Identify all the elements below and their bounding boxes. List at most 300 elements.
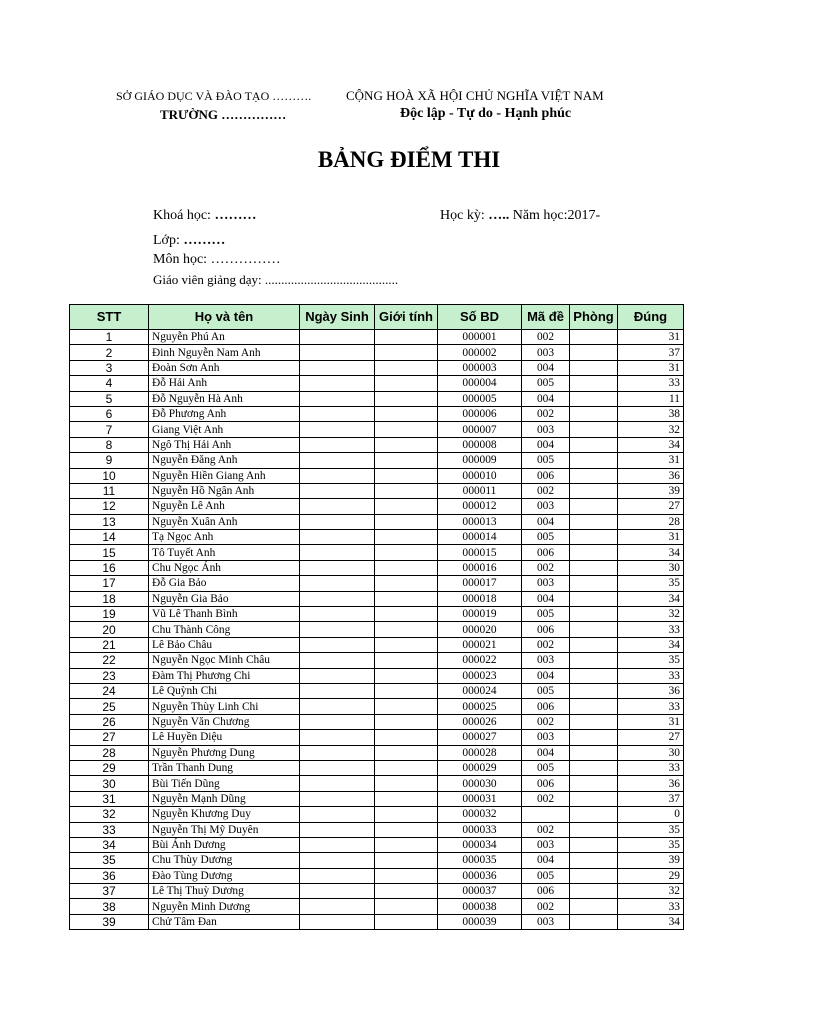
cell-gender: [375, 683, 438, 698]
cell-birthdate: [300, 653, 375, 668]
cell-stt: 32: [70, 807, 149, 822]
cell-exam-number: 000016: [438, 560, 522, 575]
cell-birthdate: [300, 607, 375, 622]
cell-birthdate: [300, 468, 375, 483]
cell-correct: 36: [618, 683, 684, 698]
cell-test-code: 003: [522, 576, 570, 591]
subject-value: ……………: [210, 252, 281, 267]
cell-exam-number: 000030: [438, 776, 522, 791]
cell-name: Lê Huyền Diệu: [149, 730, 300, 745]
cell-birthdate: [300, 714, 375, 729]
cell-stt: 24: [70, 683, 149, 698]
cell-test-code: 006: [522, 468, 570, 483]
cell-gender: [375, 760, 438, 775]
cell-correct: 34: [618, 637, 684, 652]
cell-stt: 7: [70, 422, 149, 437]
cell-exam-number: 000036: [438, 868, 522, 883]
cell-stt: 34: [70, 837, 149, 852]
class-label: Lớp:: [153, 233, 180, 248]
cell-birthdate: [300, 837, 375, 852]
cell-exam-number: 000028: [438, 745, 522, 760]
cell-exam-number: 000009: [438, 453, 522, 468]
cell-room: [570, 514, 618, 529]
cell-exam-number: 000001: [438, 330, 522, 345]
cell-birthdate: [300, 345, 375, 360]
cell-room: [570, 406, 618, 421]
cell-correct: 37: [618, 791, 684, 806]
cell-birthdate: [300, 483, 375, 498]
cell-room: [570, 422, 618, 437]
course-field: [153, 208, 256, 224]
cell-birthdate: [300, 530, 375, 545]
class-field: [153, 233, 225, 249]
department-name: SỞ GIÁO DỤC VÀ ĐÀO TẠO ……….: [116, 89, 312, 103]
cell-exam-number: 000004: [438, 376, 522, 391]
cell-birthdate: [300, 853, 375, 868]
school-year-label: Năm học:: [512, 208, 568, 223]
cell-gender: [375, 822, 438, 837]
cell-name: Nguyễn Xuân Anh: [149, 514, 300, 529]
cell-stt: 35: [70, 853, 149, 868]
cell-gender: [375, 483, 438, 498]
cell-test-code: 002: [522, 406, 570, 421]
cell-correct: 35: [618, 576, 684, 591]
cell-gender: [375, 899, 438, 914]
cell-name: Lê Quỳnh Chi: [149, 683, 300, 698]
cell-name: Nguyễn Hồ Ngân Anh: [149, 483, 300, 498]
cell-gender: [375, 868, 438, 883]
cell-stt: 30: [70, 776, 149, 791]
cell-stt: 13: [70, 514, 149, 529]
cell-exam-number: 000011: [438, 483, 522, 498]
cell-room: [570, 637, 618, 652]
cell-name: Nguyễn Mạnh Dũng: [149, 791, 300, 806]
cell-room: [570, 545, 618, 560]
cell-correct: 30: [618, 560, 684, 575]
cell-correct: 33: [618, 760, 684, 775]
cell-room: [570, 453, 618, 468]
cell-test-code: 004: [522, 745, 570, 760]
table-row: [70, 791, 684, 806]
cell-correct: 34: [618, 437, 684, 452]
column-header-exam-number: Số BD: [438, 305, 522, 330]
cell-gender: [375, 637, 438, 652]
column-header-birthdate: Ngày Sinh: [300, 305, 375, 330]
cell-test-code: 004: [522, 360, 570, 375]
cell-exam-number: 000002: [438, 345, 522, 360]
cell-gender: [375, 530, 438, 545]
table-row: [70, 837, 684, 852]
table-row: [70, 499, 684, 514]
table-row: [70, 914, 684, 929]
cell-exam-number: 000027: [438, 730, 522, 745]
cell-room: [570, 760, 618, 775]
cell-room: [570, 853, 618, 868]
table-row: [70, 853, 684, 868]
cell-name: Nguyễn Khương Duy: [149, 807, 300, 822]
semester-field: [440, 208, 620, 224]
cell-correct: 32: [618, 607, 684, 622]
table-row: [70, 884, 684, 899]
teacher-field: [153, 272, 398, 288]
cell-correct: 27: [618, 730, 684, 745]
cell-correct: 33: [618, 699, 684, 714]
cell-correct: 34: [618, 914, 684, 929]
cell-room: [570, 837, 618, 852]
cell-gender: [375, 330, 438, 345]
cell-exam-number: 000020: [438, 622, 522, 637]
cell-birthdate: [300, 776, 375, 791]
subject-field: [153, 252, 281, 268]
cell-name: Đỗ Phương Anh: [149, 406, 300, 421]
table-row: [70, 868, 684, 883]
course-label: Khoá học:: [153, 208, 211, 223]
cell-gender: [375, 776, 438, 791]
cell-name: Nguyễn Phú An: [149, 330, 300, 345]
cell-exam-number: 000035: [438, 853, 522, 868]
cell-room: [570, 668, 618, 683]
cell-exam-number: 000008: [438, 437, 522, 452]
cell-correct: 35: [618, 653, 684, 668]
cell-exam-number: 000026: [438, 714, 522, 729]
cell-gender: [375, 714, 438, 729]
cell-test-code: 005: [522, 530, 570, 545]
cell-exam-number: 000025: [438, 699, 522, 714]
cell-birthdate: [300, 637, 375, 652]
cell-room: [570, 360, 618, 375]
cell-correct: 36: [618, 468, 684, 483]
table-row: [70, 653, 684, 668]
column-header-name: Họ và tên: [149, 305, 300, 330]
table-row: [70, 330, 684, 345]
cell-room: [570, 468, 618, 483]
cell-room: [570, 622, 618, 637]
cell-correct: 0: [618, 807, 684, 822]
cell-gender: [375, 607, 438, 622]
cell-room: [570, 391, 618, 406]
cell-correct: 34: [618, 591, 684, 606]
column-header-gender: Giới tính: [375, 305, 438, 330]
cell-exam-number: 000034: [438, 837, 522, 852]
cell-name: Đỗ Hải Anh: [149, 376, 300, 391]
cell-correct: 29: [618, 868, 684, 883]
subject-label: Môn học:: [153, 252, 208, 267]
cell-room: [570, 560, 618, 575]
cell-name: Nguyễn Thùy Linh Chi: [149, 699, 300, 714]
cell-gender: [375, 406, 438, 421]
table-row: [70, 668, 684, 683]
cell-test-code: 002: [522, 483, 570, 498]
cell-correct: 36: [618, 776, 684, 791]
table-row: [70, 545, 684, 560]
cell-exam-number: 000032: [438, 807, 522, 822]
cell-stt: 31: [70, 791, 149, 806]
cell-correct: 33: [618, 899, 684, 914]
cell-correct: 31: [618, 530, 684, 545]
table-row: [70, 453, 684, 468]
cell-exam-number: 000039: [438, 914, 522, 929]
cell-correct: 34: [618, 545, 684, 560]
cell-room: [570, 884, 618, 899]
table-row: [70, 345, 684, 360]
cell-exam-number: 000013: [438, 514, 522, 529]
cell-birthdate: [300, 730, 375, 745]
cell-room: [570, 376, 618, 391]
table-header-row: [70, 305, 684, 330]
cell-stt: 21: [70, 637, 149, 652]
cell-gender: [375, 360, 438, 375]
cell-room: [570, 914, 618, 929]
national-motto: Độc lập - Tự do - Hạnh phúc: [400, 106, 572, 121]
cell-stt: 26: [70, 714, 149, 729]
cell-stt: 15: [70, 545, 149, 560]
cell-exam-number: 000015: [438, 545, 522, 560]
cell-test-code: 005: [522, 376, 570, 391]
semester-value: …..: [488, 208, 510, 223]
cell-name: Nguyễn Ngọc Minh Châu: [149, 653, 300, 668]
table-row: [70, 822, 684, 837]
cell-correct: 33: [618, 668, 684, 683]
table-row: [70, 899, 684, 914]
cell-stt: 28: [70, 745, 149, 760]
cell-exam-number: 000021: [438, 637, 522, 652]
cell-exam-number: 000029: [438, 760, 522, 775]
cell-test-code: 004: [522, 591, 570, 606]
cell-stt: 36: [70, 868, 149, 883]
cell-stt: 19: [70, 607, 149, 622]
cell-room: [570, 714, 618, 729]
cell-stt: 14: [70, 530, 149, 545]
table-row: [70, 730, 684, 745]
cell-birthdate: [300, 914, 375, 929]
cell-gender: [375, 884, 438, 899]
school-year-value: 2017-: [567, 208, 601, 223]
cell-stt: 20: [70, 622, 149, 637]
school-name: TRƯỜNG ……………: [160, 107, 287, 122]
cell-birthdate: [300, 406, 375, 421]
cell-stt: 33: [70, 822, 149, 837]
cell-name: Nguyễn Phương Dung: [149, 745, 300, 760]
cell-stt: 16: [70, 560, 149, 575]
table-row: [70, 591, 684, 606]
cell-name: Đỗ Nguyễn Hà Anh: [149, 391, 300, 406]
cell-name: Giang Việt Anh: [149, 422, 300, 437]
table-row: [70, 807, 684, 822]
cell-birthdate: [300, 360, 375, 375]
cell-room: [570, 607, 618, 622]
cell-room: [570, 530, 618, 545]
cell-test-code: 004: [522, 853, 570, 868]
cell-correct: 30: [618, 745, 684, 760]
cell-stt: 18: [70, 591, 149, 606]
cell-test-code: 003: [522, 653, 570, 668]
cell-gender: [375, 437, 438, 452]
cell-test-code: 006: [522, 545, 570, 560]
cell-name: Ngô Thị Hải Anh: [149, 437, 300, 452]
table-row: [70, 483, 684, 498]
cell-room: [570, 345, 618, 360]
cell-exam-number: 000019: [438, 607, 522, 622]
teacher-value: .........................................: [264, 272, 399, 287]
cell-exam-number: 000038: [438, 899, 522, 914]
column-header-correct: Đúng: [618, 305, 684, 330]
cell-test-code: 004: [522, 514, 570, 529]
cell-name: Chử Tâm Đan: [149, 914, 300, 929]
cell-birthdate: [300, 868, 375, 883]
table-row: [70, 514, 684, 529]
cell-stt: 6: [70, 406, 149, 421]
column-header-test-code: Mã đề: [522, 305, 570, 330]
cell-room: [570, 807, 618, 822]
cell-birthdate: [300, 437, 375, 452]
cell-birthdate: [300, 499, 375, 514]
table-row: [70, 607, 684, 622]
cell-correct: 33: [618, 622, 684, 637]
cell-stt: 3: [70, 360, 149, 375]
cell-stt: 29: [70, 760, 149, 775]
table-row: [70, 576, 684, 591]
cell-birthdate: [300, 791, 375, 806]
cell-room: [570, 745, 618, 760]
cell-name: Nguyễn Thị Mỹ Duyên: [149, 822, 300, 837]
cell-exam-number: 000003: [438, 360, 522, 375]
cell-test-code: 002: [522, 791, 570, 806]
cell-stt: 37: [70, 884, 149, 899]
cell-name: Tô Tuyết Anh: [149, 545, 300, 560]
cell-correct: 35: [618, 822, 684, 837]
cell-birthdate: [300, 622, 375, 637]
cell-birthdate: [300, 760, 375, 775]
cell-name: Chu Thùy Dương: [149, 853, 300, 868]
cell-correct: 31: [618, 330, 684, 345]
cell-test-code: 006: [522, 699, 570, 714]
cell-correct: 32: [618, 884, 684, 899]
semester-label: Học kỳ:: [440, 208, 485, 223]
cell-correct: 11: [618, 391, 684, 406]
cell-correct: 35: [618, 837, 684, 852]
cell-correct: 31: [618, 360, 684, 375]
cell-birthdate: [300, 745, 375, 760]
cell-name: Tạ Ngọc Anh: [149, 530, 300, 545]
cell-test-code: 005: [522, 453, 570, 468]
table-row: [70, 376, 684, 391]
cell-room: [570, 730, 618, 745]
cell-room: [570, 330, 618, 345]
cell-test-code: 002: [522, 637, 570, 652]
cell-gender: [375, 668, 438, 683]
table-row: [70, 391, 684, 406]
cell-test-code: 002: [522, 899, 570, 914]
cell-test-code: 006: [522, 884, 570, 899]
cell-birthdate: [300, 668, 375, 683]
cell-correct: 27: [618, 499, 684, 514]
cell-exam-number: 000014: [438, 530, 522, 545]
cell-test-code: 004: [522, 391, 570, 406]
table-row: [70, 560, 684, 575]
cell-test-code: 003: [522, 837, 570, 852]
cell-test-code: 003: [522, 422, 570, 437]
course-value: ………: [214, 208, 257, 223]
cell-name: Chu Ngọc Ánh: [149, 560, 300, 575]
cell-test-code: [522, 807, 570, 822]
cell-test-code: 004: [522, 437, 570, 452]
cell-room: [570, 576, 618, 591]
cell-stt: 9: [70, 453, 149, 468]
cell-name: Bùi Tiến Dũng: [149, 776, 300, 791]
cell-test-code: 003: [522, 730, 570, 745]
cell-stt: 11: [70, 483, 149, 498]
cell-gender: [375, 730, 438, 745]
cell-name: Trần Thanh Dung: [149, 760, 300, 775]
cell-gender: [375, 560, 438, 575]
cell-test-code: 002: [522, 714, 570, 729]
page-title: BẢNG ĐIỂM THI: [317, 147, 501, 172]
cell-room: [570, 437, 618, 452]
cell-gender: [375, 591, 438, 606]
table-row: [70, 437, 684, 452]
cell-exam-number: 000023: [438, 668, 522, 683]
cell-stt: 4: [70, 376, 149, 391]
table-row: [70, 745, 684, 760]
table-row: [70, 422, 684, 437]
cell-exam-number: 000024: [438, 683, 522, 698]
cell-gender: [375, 807, 438, 822]
cell-gender: [375, 653, 438, 668]
table-row: [70, 699, 684, 714]
cell-name: Nguyễn Hiền Giang Anh: [149, 468, 300, 483]
cell-name: Đoàn Sơn Anh: [149, 360, 300, 375]
cell-birthdate: [300, 683, 375, 698]
cell-birthdate: [300, 545, 375, 560]
column-header-stt: STT: [70, 305, 149, 330]
cell-gender: [375, 499, 438, 514]
cell-name: Nguyễn Minh Dương: [149, 899, 300, 914]
cell-test-code: 006: [522, 622, 570, 637]
table-row: [70, 683, 684, 698]
cell-exam-number: 000037: [438, 884, 522, 899]
cell-birthdate: [300, 884, 375, 899]
cell-test-code: 003: [522, 914, 570, 929]
table-row: [70, 406, 684, 421]
cell-exam-number: 000018: [438, 591, 522, 606]
cell-gender: [375, 791, 438, 806]
cell-birthdate: [300, 591, 375, 606]
cell-test-code: 003: [522, 499, 570, 514]
cell-stt: 2: [70, 345, 149, 360]
cell-room: [570, 791, 618, 806]
cell-name: Đỗ Gia Bảo: [149, 576, 300, 591]
cell-stt: 5: [70, 391, 149, 406]
cell-name: Nguyễn Đăng Anh: [149, 453, 300, 468]
cell-room: [570, 653, 618, 668]
cell-birthdate: [300, 376, 375, 391]
cell-birthdate: [300, 514, 375, 529]
table-row: [70, 714, 684, 729]
cell-room: [570, 899, 618, 914]
cell-gender: [375, 391, 438, 406]
cell-gender: [375, 453, 438, 468]
cell-gender: [375, 376, 438, 391]
cell-test-code: 006: [522, 776, 570, 791]
cell-birthdate: [300, 422, 375, 437]
cell-birthdate: [300, 330, 375, 345]
cell-room: [570, 591, 618, 606]
cell-stt: 23: [70, 668, 149, 683]
cell-name: Nguyễn Văn Chương: [149, 714, 300, 729]
cell-gender: [375, 745, 438, 760]
cell-gender: [375, 853, 438, 868]
cell-room: [570, 822, 618, 837]
